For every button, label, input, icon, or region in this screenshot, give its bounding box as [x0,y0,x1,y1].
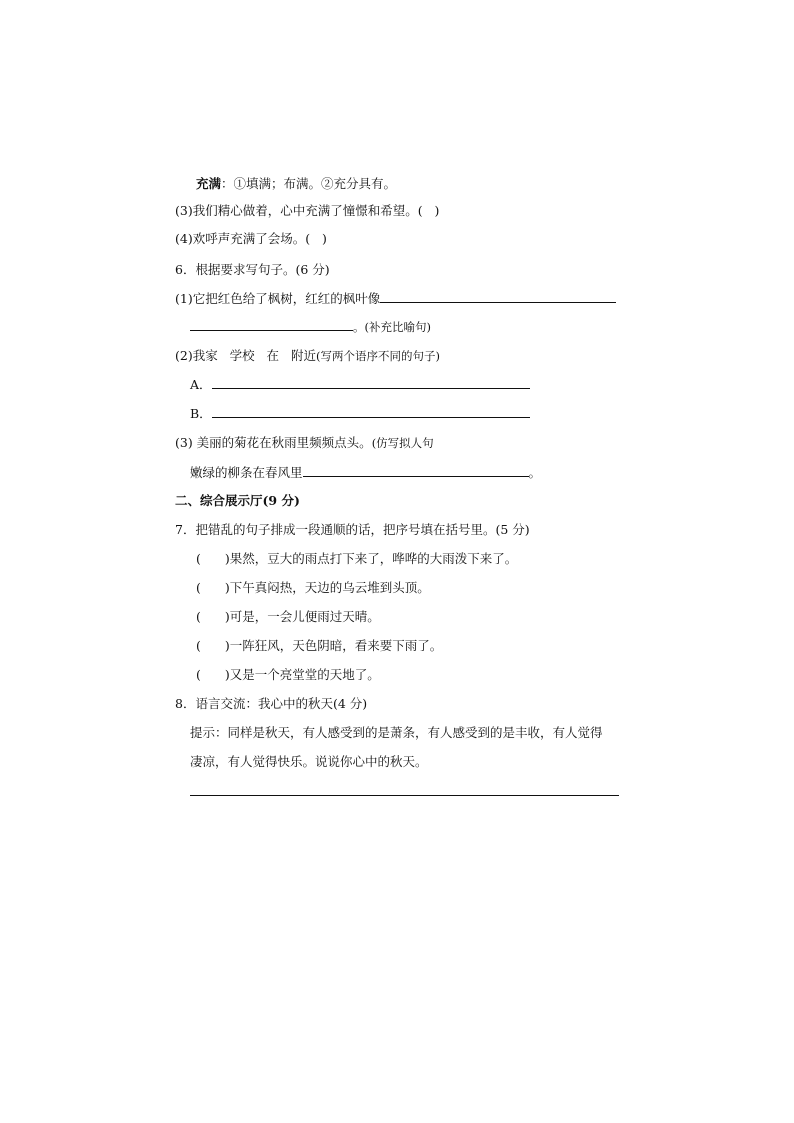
answer-blank[interactable] [303,464,529,477]
answer-line[interactable] [190,795,619,796]
answer-blank[interactable] [380,290,616,303]
q6-item-1-text: (1)它把红色给了枫树，红红的枫叶像 [175,291,381,306]
definition-term: 充满 [196,176,222,191]
paren-open: ( [196,580,201,595]
q8-hint-line-1: 提示：同样是秋天，有人感受到的是萧条，有人感受到的是丰收，有人觉得 [190,725,603,740]
option-a-label: A． [190,377,212,392]
paren-open: ( [196,667,201,682]
q7-item [196,638,442,654]
q6-item-3-prompt [190,464,541,481]
paren-open: ( [196,609,201,624]
paren-close: ) [224,609,230,624]
definition-line [196,176,396,192]
q6-item-1-hint: 。(补充比喻句) [353,320,431,334]
q7-item-text: 一阵狂风，天色阴暗，看来要下雨了。 [229,638,443,653]
paren-close: ) [224,667,230,682]
q6-item-3-hint: (仿写拟人句 [371,436,434,450]
q7-item [196,580,430,596]
q8-hint-line-2: 凄凉，有人觉得快乐。说说你心中的秋天。 [190,754,428,769]
paren-close: ) [224,580,230,595]
paren-close: ) [224,551,230,566]
paren-open: ( [196,638,201,653]
q7-item [196,551,517,567]
q7-item-text: 又是一个亮堂堂的天地了。 [229,667,380,682]
q6-item-2-hint: (写两个语序不同的句子) [315,349,440,363]
question-7-title: 7．把错乱的句子排成一段通顺的话，把序号填在括号里。(5 分) [175,522,530,537]
q5-item-4: (4)欢呼声充满了会场。( ) [175,231,327,246]
q7-item [196,667,380,683]
q6-item-1 [175,290,616,307]
section-title: 二、综合展示厅(9 分) [175,493,300,508]
q6-item-3-prompt-text: 嫩绿的柳条在春风里 [190,465,303,480]
option-b-label: B． [190,406,212,421]
answer-blank[interactable] [212,405,530,418]
paren-open: ( [196,551,201,566]
q5-item-3: (3)我们精心做着，心中充满了憧憬和希望。( ) [175,203,440,218]
q6-item-1-cont [190,318,431,335]
q6-option-b [190,405,530,422]
q7-item-text: 可是，一会儿便雨过天晴。 [229,609,380,624]
answer-blank[interactable] [190,318,353,331]
q6-item-2 [175,348,440,364]
question-6-title: 6．根据要求写句子。(6 分) [175,262,330,277]
q7-item [196,609,380,625]
definition-text: ：①填满；布满。②充分具有。 [221,176,397,191]
answer-blank[interactable] [212,376,530,389]
question-8-title: 8．语言交流：我心中的秋天(4 分) [175,696,368,711]
paren-close: ) [224,638,230,653]
q6-item-2-text: (2)我家 学校 在 附近 [175,348,316,363]
q7-item-text: 下午真闷热，天边的乌云堆到头顶。 [229,580,430,595]
q6-option-a [190,376,530,393]
q6-item-3-end: 。 [528,465,542,480]
q6-item-3-text: (3) 美丽的菊花在秋雨里频频点头。 [175,435,372,450]
q6-item-3 [175,435,434,451]
q7-item-text: 果然，豆大的雨点打下来了，哗哗的大雨泼下来了。 [229,551,518,566]
